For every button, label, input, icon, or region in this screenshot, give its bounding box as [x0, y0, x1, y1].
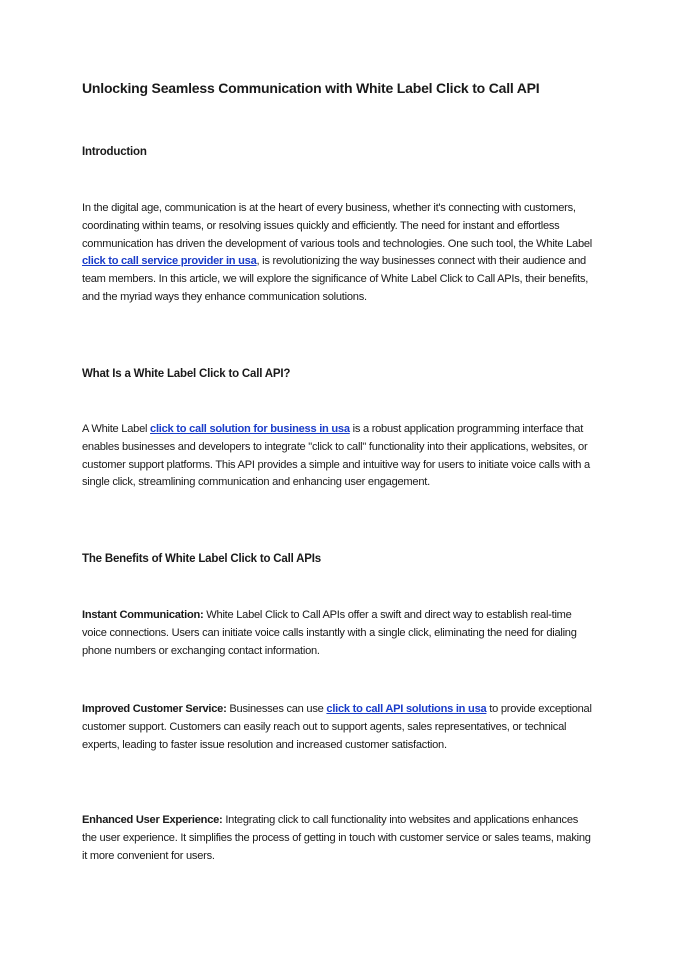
user-experience-paragraph	[82, 812, 594, 865]
user-experience-label: Enhanced User Experience:	[82, 814, 223, 826]
customer-service-text-end: to provide exceptional customer support. Customers can easily reach out to support agents, sales representatives, or technical experts, leading to faster issue resolution and increased customer satisfaction.	[82, 703, 592, 751]
user-experience-text: Integrating click to call functionality into websites and applications enhances the user experience. It simplifies the process of getting in touch with customer service or sales teams, making it more convenient for users.	[82, 814, 591, 862]
instant-communication-text: White Label Click to Call APIs offer a swift and direct way to establish real-time voice connections. Users can initiate voice calls instantly with a single click, eliminating the need for dialing phone numbers or exchanging contact information.	[82, 609, 577, 657]
what-is-text-end: is a robust application programming interface that enables businesses and developers to integrate "click to call" functionality into their applications, websites, or customer support platforms. This API provides a simple and intuitive way for users to initiate voice calls with a single click, streamlining communication and enhancing user engagement.	[82, 423, 590, 489]
instant-communication-paragraph	[82, 607, 594, 660]
what-is-paragraph	[82, 421, 594, 492]
customer-service-text-start: Businesses can use	[226, 703, 327, 715]
benefits-heading: The Benefits of White Label Click to Call APIs	[82, 553, 321, 565]
introduction-heading: Introduction	[82, 146, 147, 158]
customer-service-paragraph	[82, 701, 594, 754]
introduction-text-start: In the digital age, communication is at the heart of every business, whether it's connecting with customers, coordinating within teams, or resolving issues quickly and efficiently. The need for instant and effortless communication has driven the development of various tools and technologies. One such tool, the White Label	[82, 202, 593, 250]
what-is-heading: What Is a White Label Click to Call API?	[82, 368, 291, 380]
api-solutions-link[interactable]: click to call API solutions in usa	[326, 703, 487, 715]
instant-communication-label: Instant Communication:	[82, 609, 204, 621]
introduction-paragraph	[82, 200, 594, 307]
service-provider-link[interactable]: click to call service provider in usa	[82, 255, 257, 268]
business-solution-link[interactable]: click to call solution for business in usa	[150, 423, 350, 435]
what-is-text-start: A White Label	[82, 423, 151, 435]
introduction-text-end: , is revolutionizing the way businesses connect with their audience and team members. In this article, we will explore the significance of White Label Click to Call APIs, their benefits, and the myriad ways they enhance communication solutions.	[82, 255, 589, 303]
customer-service-label: Improved Customer Service:	[82, 703, 227, 715]
document-title: Unlocking Seamless Communication with White Label Click to Call API	[82, 80, 540, 96]
